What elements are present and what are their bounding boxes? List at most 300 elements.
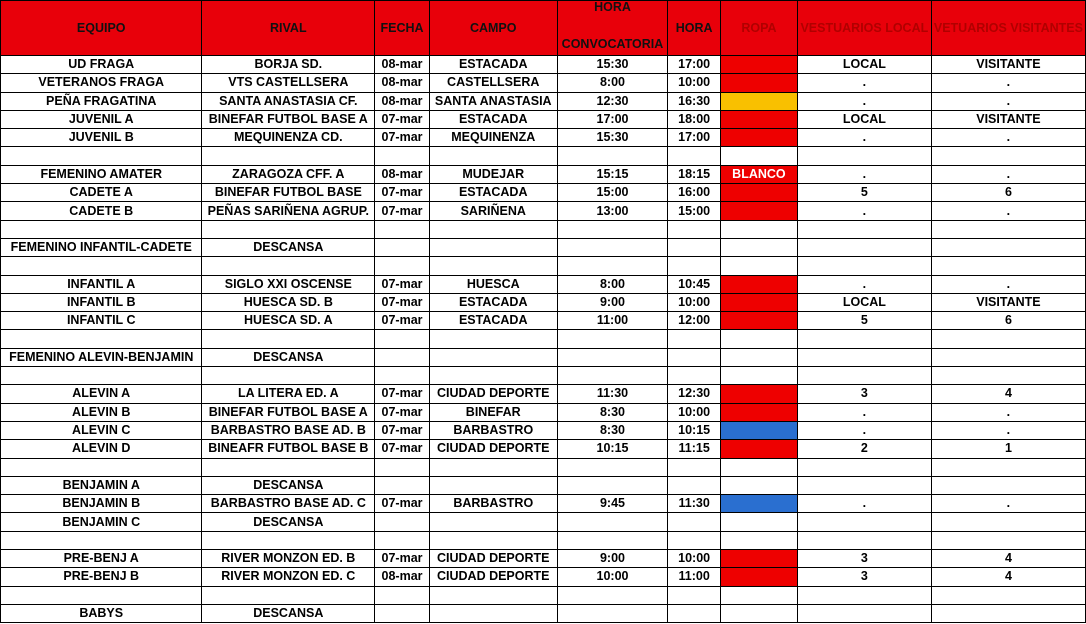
cell-vestuario-local: 3: [797, 568, 931, 586]
cell-convocatoria: 15:30: [557, 56, 668, 74]
cell-campo: [429, 586, 557, 604]
cell-vestuario-visitante: [931, 604, 1085, 622]
cell-convocatoria: 8:30: [557, 421, 668, 439]
cell-vestuario-visitante: .: [931, 129, 1085, 147]
cell-equipo: [1, 147, 202, 165]
cell-rival: DESCANSA: [202, 604, 375, 622]
cell-rival: [202, 458, 375, 476]
cell-campo: [429, 367, 557, 385]
cell-hora: 17:00: [668, 56, 721, 74]
cell-hora: 10:00: [668, 550, 721, 568]
cell-rival: BINEFAR FUTBOL BASE A: [202, 403, 375, 421]
cell-convocatoria: 9:00: [557, 293, 668, 311]
cell-campo: BINEFAR: [429, 403, 557, 421]
cell-hora: [668, 367, 721, 385]
cell-campo: ESTACADA: [429, 184, 557, 202]
cell-rival: MEQUINENZA CD.: [202, 129, 375, 147]
cell-ropa: [720, 568, 797, 586]
table-row: [1, 220, 1086, 238]
cell-rival: SANTA ANASTASIA CF.: [202, 92, 375, 110]
table-row: [1, 495, 1086, 513]
cell-campo: [429, 348, 557, 366]
cell-convocatoria: 8:30: [557, 403, 668, 421]
cell-vestuario-local: LOCAL: [797, 293, 931, 311]
cell-convocatoria: 15:30: [557, 129, 668, 147]
cell-vestuario-visitante: .: [931, 403, 1085, 421]
cell-campo: [429, 147, 557, 165]
cell-equipo: ALEVIN C: [1, 421, 202, 439]
cell-ropa: [720, 257, 797, 275]
cell-hora: 17:00: [668, 129, 721, 147]
table-row: [1, 385, 1086, 403]
table-row: [1, 348, 1086, 366]
cell-vestuario-local: .: [797, 421, 931, 439]
cell-campo: [429, 604, 557, 622]
cell-campo: MUDEJAR: [429, 165, 557, 183]
table-row: [1, 74, 1086, 92]
header-vestuarios-visitantes: VETUARIOS VISITANTES: [931, 1, 1085, 56]
cell-equipo: BENJAMIN C: [1, 513, 202, 531]
cell-vestuario-local: .: [797, 202, 931, 220]
cell-vestuario-visitante: .: [931, 165, 1085, 183]
cell-vestuario-visitante: 1: [931, 440, 1085, 458]
cell-equipo: [1, 330, 202, 348]
table-body: [1, 56, 1086, 623]
cell-campo: [429, 476, 557, 494]
cell-ropa: [720, 74, 797, 92]
cell-vestuario-visitante: VISITANTE: [931, 110, 1085, 128]
cell-rival: LA LITERA ED. A: [202, 385, 375, 403]
cell-ropa: [720, 458, 797, 476]
cell-ropa: [720, 202, 797, 220]
table-row: [1, 440, 1086, 458]
cell-ropa: [720, 238, 797, 256]
header-hora-convocatoria-top: HORA: [594, 0, 631, 14]
cell-vestuario-local: [797, 238, 931, 256]
cell-hora: [668, 458, 721, 476]
cell-campo: BARBASTRO: [429, 421, 557, 439]
cell-ropa: [720, 275, 797, 293]
table-row: [1, 568, 1086, 586]
cell-convocatoria: 15:00: [557, 184, 668, 202]
cell-fecha: [375, 586, 430, 604]
cell-vestuario-local: [797, 586, 931, 604]
cell-hora: [668, 513, 721, 531]
cell-fecha: 08-mar: [375, 92, 430, 110]
cell-ropa: [720, 293, 797, 311]
cell-vestuario-local: [797, 367, 931, 385]
cell-campo: [429, 458, 557, 476]
cell-campo: [429, 220, 557, 238]
cell-vestuario-local: .: [797, 129, 931, 147]
table-row: [1, 367, 1086, 385]
cell-hora: [668, 220, 721, 238]
cell-rival: BARBASTRO BASE AD. B: [202, 421, 375, 439]
cell-campo: ESTACADA: [429, 56, 557, 74]
cell-rival: BORJA SD.: [202, 56, 375, 74]
cell-equipo: FEMENINO ALEVIN-BENJAMIN: [1, 348, 202, 366]
cell-vestuario-local: .: [797, 403, 931, 421]
cell-hora: 10:15: [668, 421, 721, 439]
cell-fecha: 07-mar: [375, 550, 430, 568]
cell-vestuario-visitante: 4: [931, 385, 1085, 403]
cell-hora: [668, 604, 721, 622]
table-row: [1, 165, 1086, 183]
cell-fecha: [375, 367, 430, 385]
cell-convocatoria: [557, 513, 668, 531]
cell-equipo: [1, 586, 202, 604]
cell-vestuario-visitante: [931, 531, 1085, 549]
cell-equipo: [1, 458, 202, 476]
header-vestuarios-local: VESTUARIOS LOCAL: [797, 1, 931, 56]
table-row: [1, 421, 1086, 439]
cell-vestuario-local: .: [797, 74, 931, 92]
cell-vestuario-visitante: .: [931, 421, 1085, 439]
cell-convocatoria: [557, 367, 668, 385]
cell-ropa: [720, 403, 797, 421]
cell-vestuario-visitante: .: [931, 275, 1085, 293]
cell-vestuario-visitante: [931, 220, 1085, 238]
cell-ropa: [720, 476, 797, 494]
cell-vestuario-local: .: [797, 495, 931, 513]
cell-vestuario-visitante: VISITANTE: [931, 56, 1085, 74]
cell-ropa: [720, 604, 797, 622]
cell-fecha: 07-mar: [375, 275, 430, 293]
cell-hora: [668, 586, 721, 604]
cell-fecha: [375, 348, 430, 366]
cell-equipo: ALEVIN B: [1, 403, 202, 421]
header-ropa: ROPA: [720, 1, 797, 56]
table-row: [1, 312, 1086, 330]
cell-hora: 18:15: [668, 165, 721, 183]
cell-rival: [202, 220, 375, 238]
header-equipo: EQUIPO: [1, 1, 202, 56]
cell-ropa: [720, 550, 797, 568]
cell-fecha: [375, 476, 430, 494]
cell-vestuario-local: 5: [797, 184, 931, 202]
cell-fecha: 07-mar: [375, 385, 430, 403]
cell-equipo: CADETE B: [1, 202, 202, 220]
cell-vestuario-local: [797, 330, 931, 348]
cell-ropa: [720, 586, 797, 604]
cell-vestuario-visitante: [931, 238, 1085, 256]
cell-rival: BINEFAR FUTBOL BASE A: [202, 110, 375, 128]
table-row: [1, 604, 1086, 622]
cell-campo: [429, 330, 557, 348]
cell-ropa: [720, 92, 797, 110]
cell-vestuario-local: [797, 604, 931, 622]
cell-convocatoria: [557, 220, 668, 238]
cell-rival: RIVER MONZON ED. B: [202, 550, 375, 568]
cell-fecha: 07-mar: [375, 440, 430, 458]
cell-convocatoria: 8:00: [557, 74, 668, 92]
cell-convocatoria: 17:00: [557, 110, 668, 128]
cell-convocatoria: 15:15: [557, 165, 668, 183]
cell-vestuario-visitante: VISITANTE: [931, 293, 1085, 311]
cell-rival: HUESCA SD. A: [202, 312, 375, 330]
cell-vestuario-visitante: [931, 330, 1085, 348]
cell-hora: [668, 147, 721, 165]
cell-campo: CIUDAD DEPORTE: [429, 568, 557, 586]
cell-convocatoria: [557, 348, 668, 366]
cell-fecha: [375, 257, 430, 275]
table-row: [1, 129, 1086, 147]
cell-fecha: 08-mar: [375, 74, 430, 92]
cell-rival: [202, 531, 375, 549]
cell-campo: CIUDAD DEPORTE: [429, 550, 557, 568]
cell-ropa: [720, 421, 797, 439]
cell-rival: BINEFAR FUTBOL BASE: [202, 184, 375, 202]
cell-vestuario-local: [797, 531, 931, 549]
cell-equipo: VETERANOS FRAGA: [1, 74, 202, 92]
table-row: [1, 403, 1086, 421]
cell-hora: [668, 476, 721, 494]
cell-equipo: PEÑA FRAGATINA: [1, 92, 202, 110]
cell-hora: 15:00: [668, 202, 721, 220]
cell-campo: ESTACADA: [429, 110, 557, 128]
cell-vestuario-visitante: [931, 586, 1085, 604]
cell-convocatoria: [557, 458, 668, 476]
cell-fecha: 07-mar: [375, 110, 430, 128]
cell-equipo: INFANTIL A: [1, 275, 202, 293]
cell-fecha: 07-mar: [375, 293, 430, 311]
cell-fecha: 07-mar: [375, 202, 430, 220]
cell-vestuario-local: [797, 220, 931, 238]
cell-fecha: 07-mar: [375, 495, 430, 513]
cell-convocatoria: 10:15: [557, 440, 668, 458]
cell-equipo: UD FRAGA: [1, 56, 202, 74]
cell-equipo: FEMENINO AMATER: [1, 165, 202, 183]
cell-hora: 18:00: [668, 110, 721, 128]
cell-hora: 16:00: [668, 184, 721, 202]
cell-hora: [668, 238, 721, 256]
cell-ropa: [720, 513, 797, 531]
cell-ropa: [720, 348, 797, 366]
cell-equipo: CADETE A: [1, 184, 202, 202]
cell-convocatoria: [557, 604, 668, 622]
cell-fecha: 07-mar: [375, 403, 430, 421]
header-campo: CAMPO: [429, 1, 557, 56]
cell-convocatoria: 13:00: [557, 202, 668, 220]
cell-rival: DESCANSA: [202, 348, 375, 366]
cell-ropa: [720, 531, 797, 549]
cell-rival: [202, 586, 375, 604]
cell-equipo: [1, 257, 202, 275]
cell-fecha: [375, 330, 430, 348]
cell-rival: DESCANSA: [202, 238, 375, 256]
cell-equipo: FEMENINO INFANTIL-CADETE: [1, 238, 202, 256]
cell-ropa: [720, 129, 797, 147]
cell-fecha: 08-mar: [375, 568, 430, 586]
cell-vestuario-local: .: [797, 165, 931, 183]
cell-fecha: 07-mar: [375, 312, 430, 330]
cell-convocatoria: [557, 330, 668, 348]
cell-campo: SANTA ANASTASIA: [429, 92, 557, 110]
cell-rival: ZARAGOZA CFF. A: [202, 165, 375, 183]
cell-vestuario-local: LOCAL: [797, 110, 931, 128]
table-row: [1, 458, 1086, 476]
cell-ropa: [720, 56, 797, 74]
table-row: [1, 56, 1086, 74]
cell-fecha: [375, 531, 430, 549]
table-row: [1, 92, 1086, 110]
cell-rival: [202, 330, 375, 348]
cell-ropa: [720, 110, 797, 128]
cell-vestuario-visitante: .: [931, 495, 1085, 513]
table-row: [1, 476, 1086, 494]
cell-ropa: BLANCO: [720, 165, 797, 183]
cell-convocatoria: 12:30: [557, 92, 668, 110]
cell-vestuario-visitante: .: [931, 74, 1085, 92]
cell-fecha: [375, 238, 430, 256]
cell-rival: DESCANSA: [202, 476, 375, 494]
cell-vestuario-local: [797, 513, 931, 531]
cell-vestuario-local: .: [797, 92, 931, 110]
cell-hora: 10:00: [668, 293, 721, 311]
cell-ropa: [720, 220, 797, 238]
cell-hora: 12:30: [668, 385, 721, 403]
cell-hora: [668, 330, 721, 348]
table-row: [1, 238, 1086, 256]
cell-vestuario-visitante: 4: [931, 550, 1085, 568]
cell-fecha: 08-mar: [375, 56, 430, 74]
cell-vestuario-local: 3: [797, 385, 931, 403]
cell-fecha: [375, 147, 430, 165]
cell-vestuario-local: [797, 458, 931, 476]
cell-hora: 10:00: [668, 403, 721, 421]
cell-vestuario-local: 5: [797, 312, 931, 330]
header-hora: HORA: [668, 1, 721, 56]
cell-campo: ESTACADA: [429, 293, 557, 311]
cell-campo: MEQUINENZA: [429, 129, 557, 147]
cell-hora: 11:30: [668, 495, 721, 513]
cell-hora: [668, 531, 721, 549]
cell-equipo: ALEVIN D: [1, 440, 202, 458]
cell-rival: SIGLO XXI OSCENSE: [202, 275, 375, 293]
cell-vestuario-visitante: .: [931, 92, 1085, 110]
cell-ropa: [720, 330, 797, 348]
cell-rival: VTS CASTELLSERA: [202, 74, 375, 92]
cell-equipo: INFANTIL B: [1, 293, 202, 311]
cell-vestuario-local: LOCAL: [797, 56, 931, 74]
cell-convocatoria: 8:00: [557, 275, 668, 293]
cell-hora: 10:00: [668, 74, 721, 92]
cell-fecha: [375, 513, 430, 531]
cell-vestuario-visitante: [931, 513, 1085, 531]
cell-campo: [429, 513, 557, 531]
cell-campo: [429, 257, 557, 275]
cell-equipo: ALEVIN A: [1, 385, 202, 403]
cell-campo: CIUDAD DEPORTE: [429, 385, 557, 403]
table-row: [1, 550, 1086, 568]
cell-convocatoria: [557, 476, 668, 494]
header-hora-convocatoria-bottom: CONVOCATORIA: [561, 37, 664, 51]
cell-ropa: [720, 184, 797, 202]
cell-equipo: PRE-BENJ A: [1, 550, 202, 568]
cell-equipo: [1, 220, 202, 238]
table-header: [1, 1, 1086, 56]
cell-vestuario-local: [797, 348, 931, 366]
cell-ropa: [720, 495, 797, 513]
table-row: [1, 147, 1086, 165]
cell-fecha: 07-mar: [375, 184, 430, 202]
cell-rival: PEÑAS SARIÑENA AGRUP.: [202, 202, 375, 220]
cell-equipo: BENJAMIN A: [1, 476, 202, 494]
cell-vestuario-local: [797, 476, 931, 494]
cell-convocatoria: 11:00: [557, 312, 668, 330]
cell-hora: 11:00: [668, 568, 721, 586]
cell-campo: CIUDAD DEPORTE: [429, 440, 557, 458]
cell-hora: 10:45: [668, 275, 721, 293]
cell-equipo: [1, 367, 202, 385]
table-row: [1, 275, 1086, 293]
cell-vestuario-local: [797, 257, 931, 275]
cell-vestuario-visitante: [931, 458, 1085, 476]
cell-equipo: INFANTIL C: [1, 312, 202, 330]
table-row: [1, 293, 1086, 311]
header-rival: RIVAL: [202, 1, 375, 56]
table-row: [1, 531, 1086, 549]
cell-hora: [668, 348, 721, 366]
cell-vestuario-local: 2: [797, 440, 931, 458]
cell-equipo: PRE-BENJ B: [1, 568, 202, 586]
cell-rival: [202, 367, 375, 385]
cell-vestuario-visitante: [931, 348, 1085, 366]
header-fecha: FECHA: [375, 1, 430, 56]
table-row: [1, 330, 1086, 348]
table-row: [1, 202, 1086, 220]
cell-ropa: [720, 367, 797, 385]
cell-campo: CASTELLSERA: [429, 74, 557, 92]
cell-rival: BARBASTRO BASE AD. C: [202, 495, 375, 513]
cell-vestuario-visitante: 6: [931, 184, 1085, 202]
cell-vestuario-visitante: 4: [931, 568, 1085, 586]
cell-ropa: [720, 385, 797, 403]
cell-vestuario-local: .: [797, 275, 931, 293]
table-row: [1, 257, 1086, 275]
cell-vestuario-local: 3: [797, 550, 931, 568]
cell-hora: [668, 257, 721, 275]
cell-convocatoria: 9:00: [557, 550, 668, 568]
cell-convocatoria: 11:30: [557, 385, 668, 403]
cell-campo: BARBASTRO: [429, 495, 557, 513]
cell-campo: ESTACADA: [429, 312, 557, 330]
cell-equipo: BABYS: [1, 604, 202, 622]
cell-fecha: [375, 604, 430, 622]
cell-rival: [202, 257, 375, 275]
table-row: [1, 586, 1086, 604]
cell-convocatoria: [557, 147, 668, 165]
table-row: [1, 184, 1086, 202]
cell-campo: [429, 531, 557, 549]
cell-rival: RIVER MONZON ED. C: [202, 568, 375, 586]
cell-vestuario-visitante: [931, 476, 1085, 494]
header-hora-convocatoria: [557, 1, 668, 56]
cell-equipo: [1, 531, 202, 549]
cell-campo: HUESCA: [429, 275, 557, 293]
cell-fecha: [375, 458, 430, 476]
cell-hora: 12:00: [668, 312, 721, 330]
cell-vestuario-visitante: [931, 147, 1085, 165]
table-row: [1, 513, 1086, 531]
cell-rival: DESCANSA: [202, 513, 375, 531]
cell-rival: [202, 147, 375, 165]
cell-vestuario-visitante: [931, 367, 1085, 385]
cell-convocatoria: 9:45: [557, 495, 668, 513]
cell-convocatoria: [557, 531, 668, 549]
cell-vestuario-local: [797, 147, 931, 165]
cell-fecha: 08-mar: [375, 165, 430, 183]
